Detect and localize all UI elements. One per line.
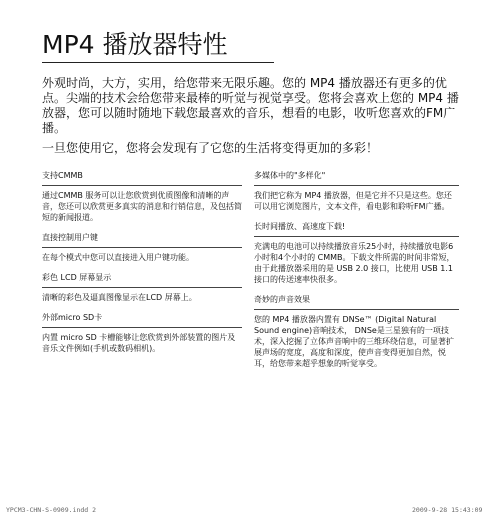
feature-body: 您的 MP4 播放器内置有 DNSe™ (Digital Natural Sound engine)音响技术， DNSe是三星独有的一项技术，深入挖掘了立体声音响中的三维环绕信息，可显著扩展声场的宽度，高度和深度，使声音变得更加自然，悦耳，给您带来超乎想象的听觉享受。 — [254, 315, 454, 368]
footer-timestamp: 2009-9-28 15:43:09 — [412, 506, 483, 514]
left-column — [42, 167, 242, 360]
feature-body: 内置 micro SD 卡槽能够让您欣赏到外部装置的图片及音乐文件例如(手机或数码相机)。 — [42, 333, 236, 353]
feature-heading: 彩色 LCD 屏幕显示 — [42, 269, 242, 288]
feature-section — [42, 269, 242, 309]
feature-heading: 支持CMMB — [42, 167, 242, 186]
feature-heading: 外部micro SD卡 — [42, 309, 242, 328]
feature-heading: 奇妙的声音效果 — [254, 291, 459, 310]
intro — [42, 76, 470, 156]
page-title: MP4 播放器特性 — [42, 29, 274, 63]
feature-section — [254, 218, 459, 291]
feature-section — [42, 167, 242, 229]
feature-section — [42, 229, 242, 269]
right-column — [254, 167, 459, 375]
feature-body: 在每个模式中您可以直接进入用户键功能。 — [42, 253, 194, 262]
feature-body: 充满电的电池可以持续播放音乐25小时，持续播放电影6小时和4个小时的 CMMB。下载文件所需的时间非常短，由于此播放器采用的是 USB 2.0 接口，比使用 USB 1.1接口的传送速率快很多。 — [254, 242, 455, 284]
feature-section — [254, 291, 459, 375]
footer-filename: YPCM3-CHN-S-0909.indd 2 — [6, 506, 97, 514]
intro-paragraph: 外观时尚，大方，实用，给您带来无限乐趣。您的 MP4 播放器还有更多的优点。尖端的技术会给您带来最棒的听觉与视觉享受。您将会喜欢上您的 MP4 播放器，您可以随时随地下载您最喜欢的音乐，想看的电影，收听您喜欢的FM广播。 — [42, 76, 459, 135]
feature-heading: 直接控制用户键 — [42, 229, 242, 248]
intro-tagline: 一旦您使用它，您将会发现有了它您的生活将变得更加的多彩！ — [42, 141, 379, 155]
feature-heading: 多媒体中的"多样化" — [254, 167, 459, 186]
feature-heading: 长时间播放、高速度下载! — [254, 218, 459, 237]
feature-section — [42, 309, 242, 360]
feature-body: 我们把它称为 MP4 播放器，但是它并不只是这些。您还可以用它浏览图片，文本文件，看电影和聆听FM广播。 — [254, 191, 452, 211]
feature-body: 通过CMMB 服务可以让您欣赏到优质图像和清晰的声音，您还可以欣赏更多真实的消息和行销信息，及包括简短的新闻报道。 — [42, 191, 242, 222]
feature-section — [254, 167, 459, 218]
feature-body: 清晰的彩色及逼真图像显示在LCD 屏幕上。 — [42, 293, 197, 302]
